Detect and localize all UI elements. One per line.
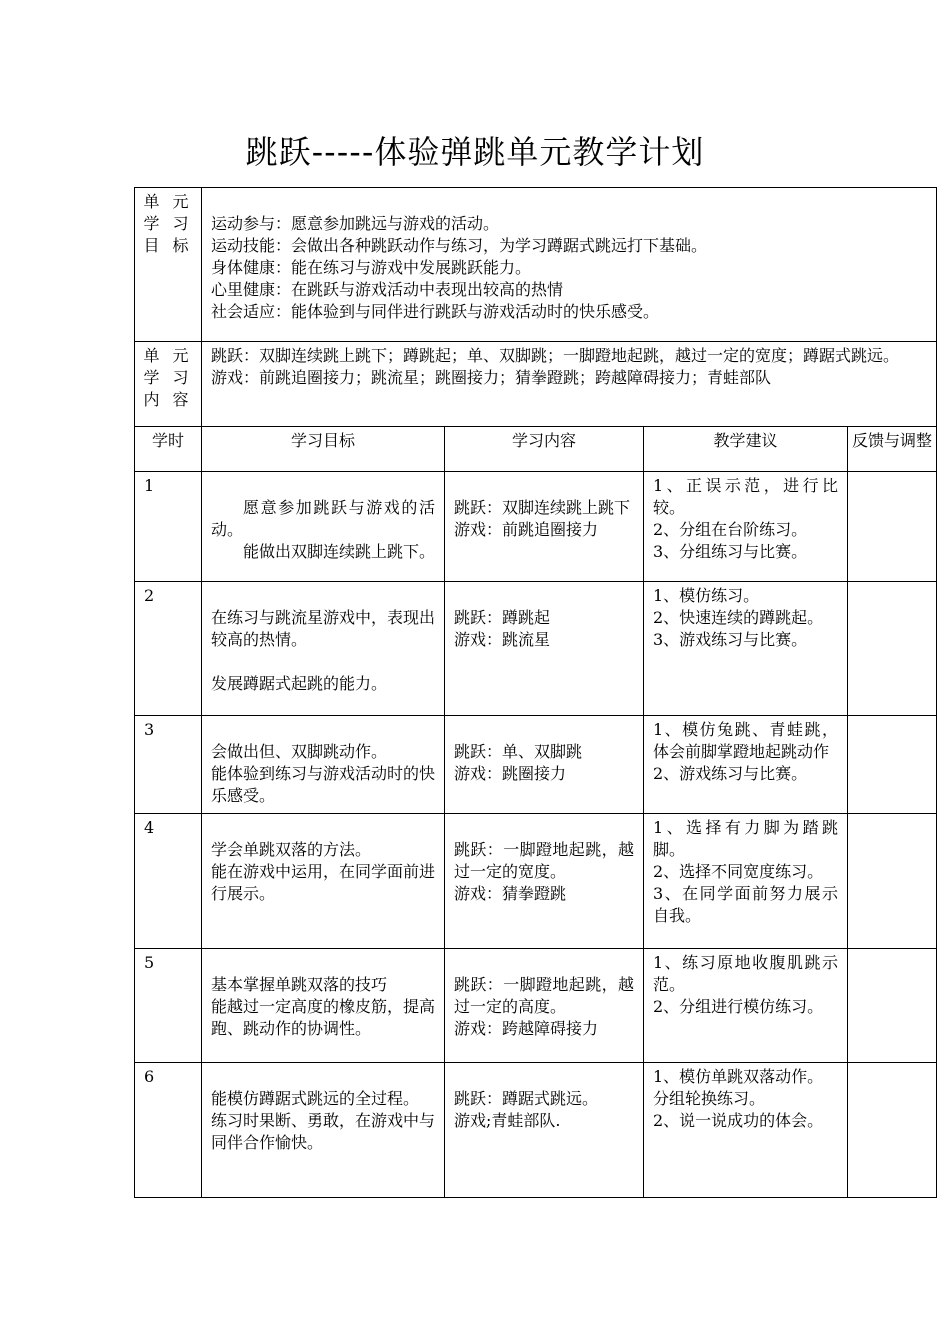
unit-content-game: 游戏：前跳追圈接力；跳流星；跳圈接力；猜拳蹬跳；跨越障碍接力；青蛙部队	[211, 368, 772, 387]
unit-content-jump: 跳跃：双脚连续跳上跳下；蹲跳起；单、双脚跳；一脚蹬地起跳，越过一定的宽度；蹲踞式跳远。	[211, 346, 900, 365]
lesson-goals: 能模仿蹲踞式跳远的全过程。 练习时果断、勇敢，在游戏中与同伴合作愉快。	[202, 1063, 445, 1198]
goal-item: 运动参与：愿意参加跳远与游戏的活动。	[211, 214, 500, 233]
header-advice: 教学建议	[644, 427, 848, 472]
lesson-advice: 1、模仿单跳双落动作。 分组轮换练习。 2、说一说成功的体会。	[644, 1063, 848, 1198]
lesson-content: 跳跃：双脚连续跳上跳下 游戏：前跳追圈接力	[445, 472, 644, 582]
lesson-advice: 1、正误示范，进行比较。 2、分组在台阶练习。 3、分组练习与比赛。	[644, 472, 848, 582]
lesson-content: 跳跃：一脚蹬地起跳，越过一定的宽度。 游戏：猜拳蹬跳	[445, 814, 644, 949]
unit-content-label: 单 元 学 习 内 容	[135, 342, 202, 427]
lesson-advice: 1、模仿兔跳、青蛙跳，体会前脚掌蹬地起跳动作 2、游戏练习与比赛。	[644, 716, 848, 814]
lesson-advice: 1、练习原地收腹肌跳示范。 2、分组进行模仿练习。	[644, 949, 848, 1063]
lesson-period: 4	[135, 814, 202, 949]
unit-content-cell	[202, 342, 937, 427]
lesson-advice: 1、选择有力脚为踏跳脚。 2、选择不同宽度练习。 3、在同学面前努力展示自我。	[644, 814, 848, 949]
lesson-feedback	[848, 1063, 937, 1198]
lesson-goals: 在练习与跳流星游戏中，表现出较高的热情。 发展蹲踞式起跳的能力。	[202, 582, 445, 716]
lesson-period: 1	[135, 472, 202, 582]
header-feedback: 反馈与调整	[848, 427, 937, 472]
header-content: 学习内容	[445, 427, 644, 472]
lesson-content: 跳跃：一脚蹬地起跳，越过一定的高度。 游戏：跨越障碍接力	[445, 949, 644, 1063]
lesson-row	[135, 949, 937, 1063]
lesson-content: 跳跃：蹲踞式跳远。 游戏;青蛙部队.	[445, 1063, 644, 1198]
lesson-content: 跳跃：蹲跳起 游戏：跳流星	[445, 582, 644, 716]
unit-goals-row	[135, 188, 937, 342]
unit-goals-label: 单 元 学 习 目 标	[135, 188, 202, 342]
header-period: 学时	[135, 427, 202, 472]
lesson-period: 5	[135, 949, 202, 1063]
lesson-period: 2	[135, 582, 202, 716]
lesson-feedback	[848, 582, 937, 716]
lesson-period: 6	[135, 1063, 202, 1198]
unit-goals-cell	[202, 188, 937, 342]
lesson-row	[135, 472, 937, 582]
unit-plan-table	[134, 187, 937, 1198]
lesson-goals: 愿意参加跳跃与游戏的活动。 能做出双脚连续跳上跳下。	[202, 472, 445, 582]
lesson-feedback	[848, 716, 937, 814]
page-title: 跳跃-----体验弹跳单元教学计划	[245, 133, 705, 171]
header-goal: 学习目标	[202, 427, 445, 472]
header-row	[135, 427, 937, 472]
lesson-content: 跳跃：单、双脚跳 游戏：跳圈接力	[445, 716, 644, 814]
goal-item: 身体健康：能在练习与游戏中发展跳跃能力。	[211, 258, 532, 277]
lesson-row	[135, 814, 937, 949]
unit-content-row	[135, 342, 937, 427]
lesson-goals: 基本掌握单跳双落的技巧 能越过一定高度的橡皮筋，提高跑、跳动作的协调性。	[202, 949, 445, 1063]
goal-item: 运动技能：会做出各种跳跃动作与练习，为学习蹲踞式跳远打下基础。	[211, 236, 708, 255]
lesson-row	[135, 582, 937, 716]
lesson-period: 3	[135, 716, 202, 814]
goal-item: 心里健康：在跳跃与游戏活动中表现出较高的热情	[211, 280, 564, 299]
lesson-goals: 学会单跳双落的方法。 能在游戏中运用，在同学面前进行展示。	[202, 814, 445, 949]
lesson-feedback	[848, 949, 937, 1063]
goal-item: 社会适应：能体验到与同伴进行跳跃与游戏活动时的快乐感受。	[211, 302, 660, 321]
lesson-goals: 会做出但、双脚跳动作。 能体验到练习与游戏活动时的快乐感受。	[202, 716, 445, 814]
lesson-feedback	[848, 472, 937, 582]
lesson-feedback	[848, 814, 937, 949]
lesson-row	[135, 1063, 937, 1198]
lesson-advice: 1、模仿练习。 2、快速连续的蹲跳起。 3、游戏练习与比赛。	[644, 582, 848, 716]
lesson-row	[135, 716, 937, 814]
